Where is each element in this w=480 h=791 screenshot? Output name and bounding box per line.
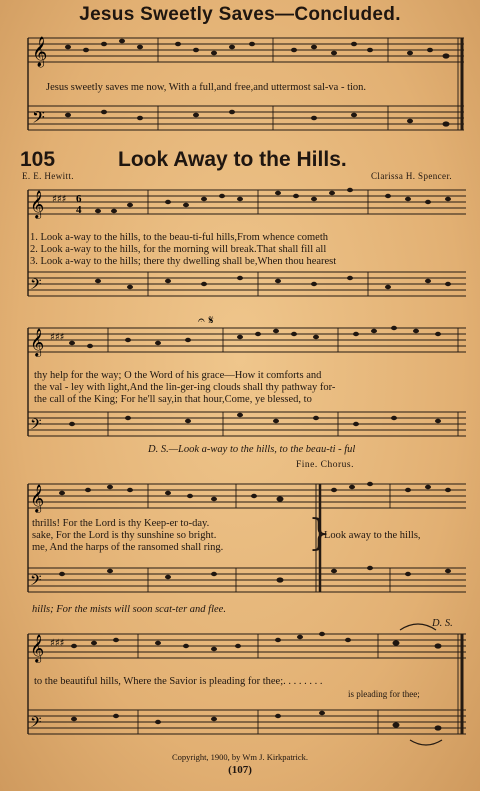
system-4-lyric: to the beautiful hills, Where the Savior is pleading for thee;. . . . . . . . xyxy=(34,676,323,687)
music-system-4 xyxy=(18,618,468,748)
system-3-verse-3: me, And the harps of the ransomed shall ring. xyxy=(32,542,224,553)
svg-text:𝄢: 𝄢 xyxy=(30,714,42,735)
system-1-verse-3: 3. Look a-way to the hills; there thy dwelling shall be,When thou hearest xyxy=(30,256,337,267)
verse-brace: } xyxy=(308,513,331,554)
svg-text:𝄢: 𝄢 xyxy=(30,416,42,437)
fine-chorus-label: Fine. Chorus. xyxy=(296,460,354,470)
system-4-echo-lyric: is pleading for thee; xyxy=(348,689,420,699)
svg-text:𝄞: 𝄞 xyxy=(30,190,45,218)
system-3-verse-1: thrills! For the Lord is thy Keep-er to-day. xyxy=(32,518,210,529)
svg-text:𝄢: 𝄢 xyxy=(30,276,42,297)
chorus-lyric: Look away to the hills, xyxy=(324,530,421,541)
music-credit: Clarissa H. Spencer. xyxy=(371,171,452,181)
svg-text:𝄞: 𝄞 xyxy=(30,484,45,512)
svg-text:𝄢: 𝄢 xyxy=(30,572,42,593)
svg-text:𝄞: 𝄞 xyxy=(30,328,45,356)
copyright-notice: Copyright, 1900, by Wm J. Kirkpatrick. xyxy=(171,752,309,762)
system-1-verse-1: 1. Look a-way to the hills, to the beau-ti-ful hills,From whence cometh xyxy=(30,232,329,243)
svg-text:𝄐 𝄋: 𝄐 𝄋 xyxy=(198,314,214,327)
ds-mark: D. S. xyxy=(432,618,453,629)
system-2-verse-3: the call of the King; For he'll say,in that hour,Come, ye blessed, to xyxy=(34,394,312,405)
svg-text:4: 4 xyxy=(76,204,82,216)
svg-text:𝄞: 𝄞 xyxy=(30,634,45,662)
svg-text:𝄢: 𝄢 xyxy=(32,107,45,131)
words-credit: E. E. Hewitt. xyxy=(22,171,74,181)
svg-text:♯♯♯: ♯♯♯ xyxy=(50,638,65,649)
music-system-2 xyxy=(18,314,468,455)
page-number: (107) xyxy=(228,764,252,776)
svg-text:6: 6 xyxy=(76,193,82,205)
chorus-bottom-lyric: hills; For the mists will soon scat-ter and flee. xyxy=(32,604,226,615)
ds-reference-line: D. S.—Look a-way to the hills, to the beau-ti - ful xyxy=(148,444,356,455)
system-3-verse-2: sake, For the Lord is thy sunshine so bright. xyxy=(32,530,217,541)
top-music-system xyxy=(18,30,468,138)
svg-text:♯♯♯: ♯♯♯ xyxy=(50,332,65,343)
top-system-lyric: Jesus sweetly saves me now, With a full,and free,and uttermost sal-va - tion. xyxy=(46,82,367,93)
system-1-verse-2: 2. Look a-way to the hills, for the morning will break.That shall fill all xyxy=(30,244,327,255)
svg-text:♯♯♯: ♯♯♯ xyxy=(52,194,67,205)
system-2-verse-1: thy help for the way; O the Word of his grace—How it comforts and xyxy=(34,370,322,381)
hymn-title: Look Away to the Hills. xyxy=(118,148,347,171)
system-2-verse-2: the val - ley with light,And the lin-ger-ing clouds shall thy pathway for- xyxy=(34,382,336,393)
music-system-3 xyxy=(18,470,468,620)
music-system-1 xyxy=(18,184,468,302)
continued-hymn-title: Jesus Sweetly Saves—Concluded. xyxy=(79,4,401,25)
svg-text:𝄞: 𝄞 xyxy=(32,37,48,67)
hymn-number: 105 xyxy=(20,148,56,171)
